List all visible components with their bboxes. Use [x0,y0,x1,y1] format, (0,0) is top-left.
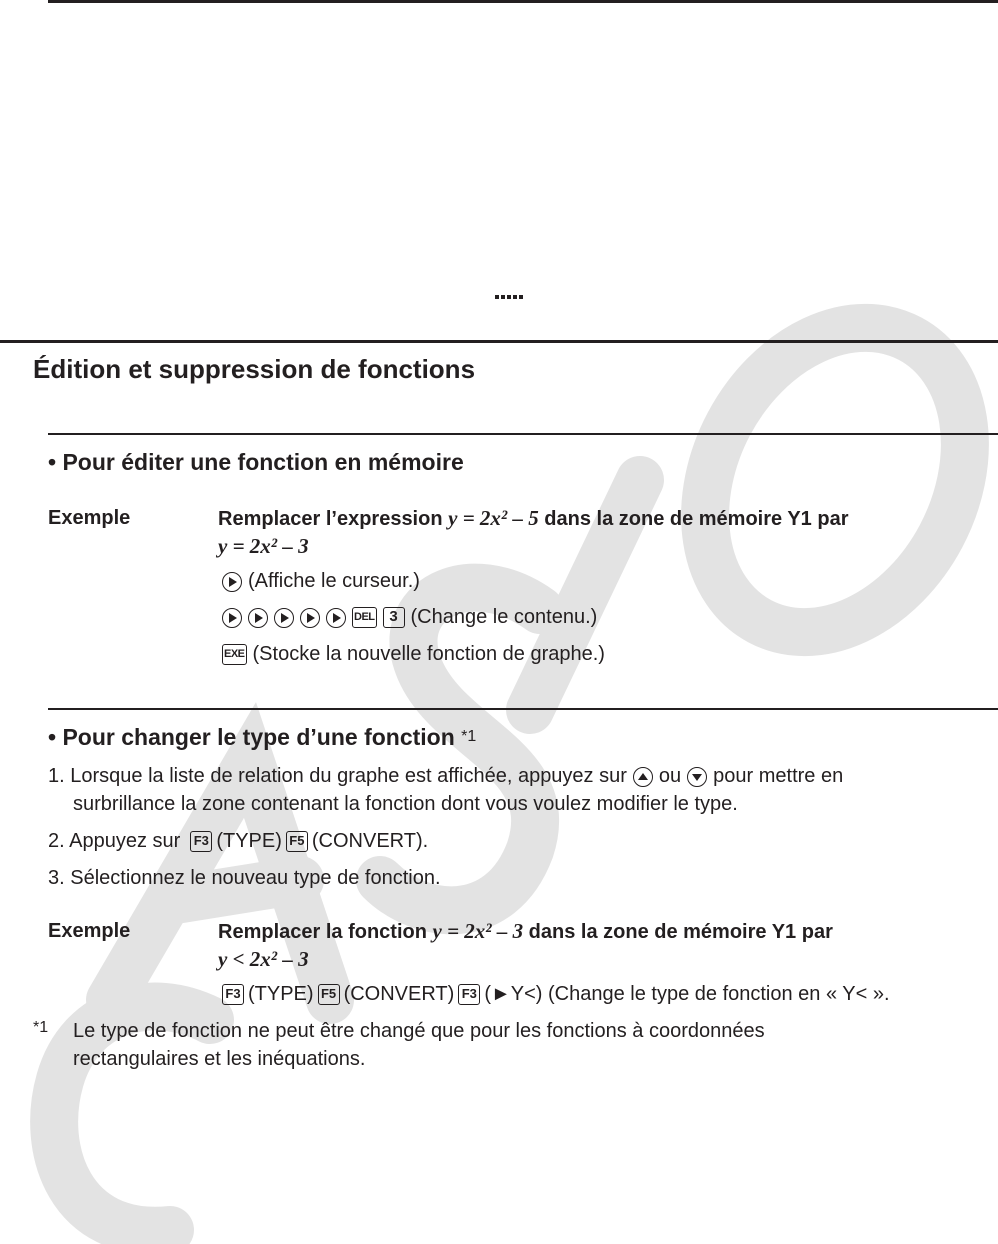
up-arrow-key-icon [633,767,653,787]
right-arrow-key-icon [274,608,294,628]
type-subsection-title: • Pour changer le type d’une fonction *1 [48,724,477,750]
top-rule [48,0,998,3]
bullet-icon: • [48,449,57,475]
footnote-line-2: rectangulaires et les inéquations. [73,1048,366,1070]
f3-key: F3 [458,984,480,1005]
footnote-line-1: Le type de fonction ne peut être changé que pour les fonctions à coordonnées [73,1020,765,1042]
expression-old: y = 2x² – 3 [432,919,524,943]
example-heading: Remplacer la fonction y = 2x² – 3 dans la zone de mémoire Y1 par [218,919,833,943]
f3-key: F3 [222,984,244,1005]
right-arrow-key-icon [300,608,320,628]
right-arrow-key-icon [222,608,242,628]
expression-new: y < 2x² – 3 [218,947,309,971]
right-arrow-key-icon [222,572,242,592]
example-label: Exemple [48,920,131,942]
edit-step-3: EXE (Stocke la nouvelle fonction de graphe.) [224,643,605,665]
section-rule [0,340,998,343]
subsection-rule-edit [48,433,998,435]
del-key: DEL [352,607,377,628]
three-key: 3 [383,607,405,628]
footnote-mark: *1 [33,1019,49,1036]
type-example-step: F3 (TYPE) F5 (CONVERT) F3 (►Y<) (Change le type de fonction en « Y< ». [222,983,890,1006]
edit-step-2: DEL 3 (Change le contenu.) [222,606,597,629]
subsection-rule-type [48,708,998,710]
type-step-1-line-2: surbrillance la zone contenant la fonction dont vous voulez modifier le type. [73,793,738,815]
right-arrow-key-icon [326,608,346,628]
bullet-icon: • [48,724,57,750]
type-step-2: 2. Appuyez sur F3 (TYPE) F5 (CONVERT). [48,830,429,852]
expression-old: y = 2x² – 5 [448,506,539,530]
type-step-1: 1. Lorsque la liste de relation du graphe est affichée, appuyez sur ou pour mettre en [48,765,844,787]
expression-new: y = 2x² – 3 [218,534,309,558]
example-heading: Remplacer l’expression y = 2x² – 5 dans la zone de mémoire Y1 par [218,506,849,530]
right-arrow-key-icon [248,608,268,628]
example-label: Exemple [48,507,131,529]
f5-key: F5 [286,831,308,852]
down-arrow-key-icon [687,767,707,787]
footnote-ref: *1 [461,728,477,745]
section-title: Édition et suppression de fonctions [33,354,476,384]
type-step-3: 3. Sélectionnez le nouveau type de fonction. [48,867,441,889]
f5-key: F5 [318,984,340,1005]
f3-key: F3 [190,831,212,852]
continuation-mark [495,286,523,304]
edit-subsection-title: • Pour éditer une fonction en mémoire [48,449,464,475]
edit-step-1: (Affiche le curseur.) [222,570,420,593]
exe-key: EXE [222,644,247,665]
